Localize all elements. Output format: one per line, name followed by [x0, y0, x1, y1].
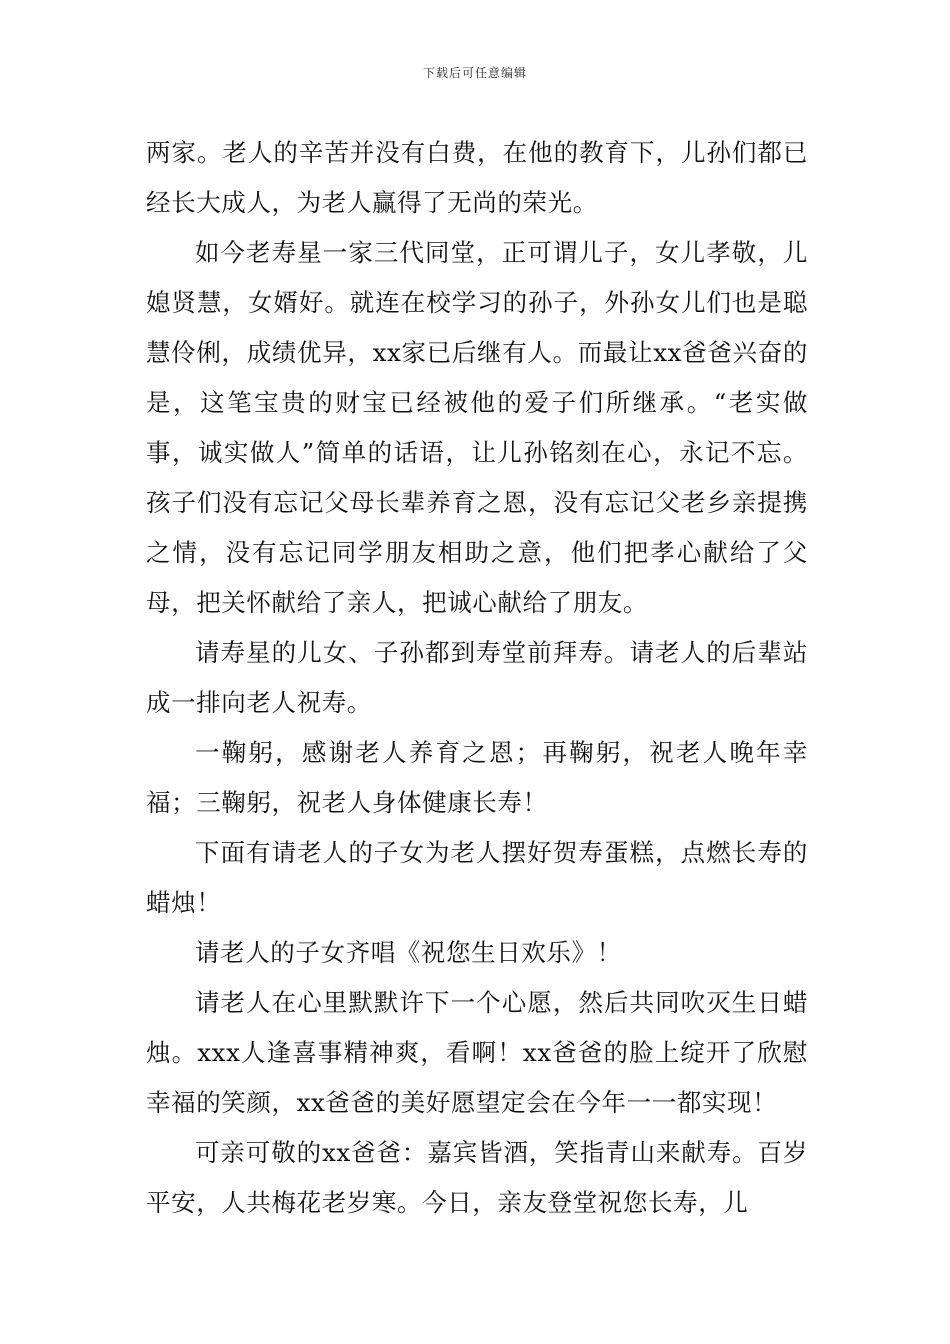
paragraph-5: 下面有请老人的子女为老人摆好贺寿蛋糕，点燃长寿的蜡烛！ — [146, 838, 808, 917]
page-header: 下载后可任意编辑 — [422, 66, 527, 80]
paragraph-1: 两家。老人的辛苦并没有白费，在他的教育下，儿孙们都已经长大成人，为老人赢得了无尚的荣光。 — [146, 138, 808, 217]
paragraph-7: 请老人在心里默默许下一个心愿，然后共同吹灭生日蜡烛。xxx人逢喜事精神爽，看啊！xx爸爸的脸上绽开了欣慰幸福的笑颜，xx爸爸的美好愿望定会在今年一一都实现！ — [146, 988, 808, 1117]
paragraph-4: 一鞠躬，感谢老人养育之恩；再鞠躬，祝老人晚年幸福；三鞠躬，祝老人身体健康长寿！ — [146, 738, 808, 817]
document-body — [146, 128, 808, 1228]
paragraph-2: 如今老寿星一家三代同堂，正可谓儿子，女儿孝敬，儿媳贤慧，女婿好。就连在校学习的孙子，外孙女儿们也是聪慧伶俐，成绩优异，xx家已后继有人。而最让xx爸爸兴奋的是，这笔宝贵的财宝已经被他的爱子们所继承。“老实做事，诚实做人”简单的话语，让儿孙铭刻在心，永记不忘。孩子们没有忘记父母长辈养育之恩，没有忘记父老乡亲提携之情，没有忘记同学朋友相助之意，他们把孝心献给了父母，把关怀献给了亲人，把诚心献给了朋友。 — [146, 238, 808, 617]
paragraph-8: 可亲可敬的xx爸爸：嘉宾皆酒，笑指青山来献寿。百岁平安，人共梅花老岁寒。今日，亲友登堂祝您长寿，儿 — [146, 1138, 808, 1217]
paragraph-6: 请老人的子女齐唱《祝您生日欢乐》！ — [195, 938, 622, 967]
paragraph-3: 请寿星的儿女、子孙都到寿堂前拜寿。请老人的后辈站成一排向老人祝寿。 — [146, 638, 808, 717]
